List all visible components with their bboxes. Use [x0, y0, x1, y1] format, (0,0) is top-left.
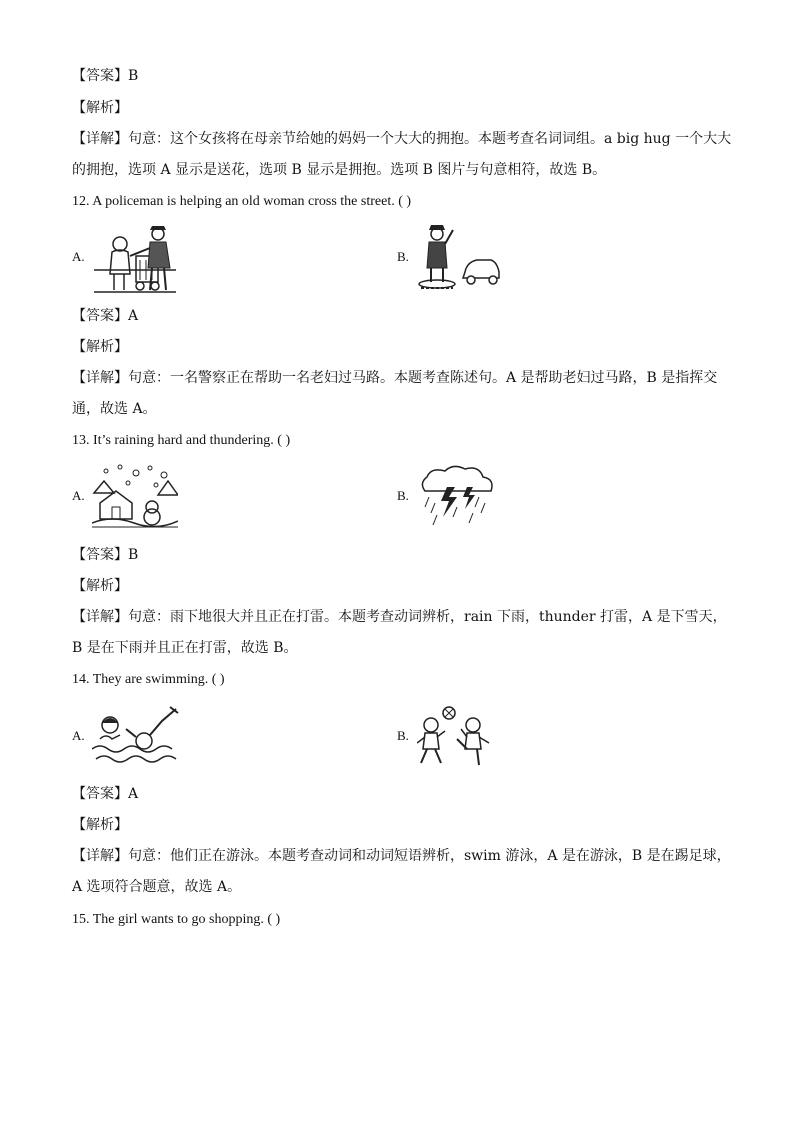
- q13-option-a-label: A.: [72, 488, 85, 503]
- q14-option-a-label: A.: [72, 728, 85, 743]
- q15-question: 15. The girl wants to go shopping. ( ): [72, 912, 281, 927]
- q12-detail: 【详解】句意：一名警察正在帮助一名老妇过马路。本题考查陈述句。A 是帮助老妇过马路，B 是指挥交通，故选 A。: [72, 370, 718, 417]
- q12-option-a-label: A.: [72, 249, 85, 264]
- q14-option-a-swimming-image: [92, 703, 180, 769]
- q12-option-b-label: B.: [397, 249, 409, 264]
- q14-detail: 【详解】句意：他们正在游泳。本题考查动词和动词短语辨析，swim 游泳，A 是在游泳，B 是在踢足球，A 选项符合题意，故选 A。: [72, 848, 731, 895]
- q13-detail: 【详解】句意：雨下地很大并且正在打雷。本题考查动词辨析，rain 下雨，thunder 打雷，A 是下雪天，B 是在下雨并且正在打雷，故选 B。: [72, 609, 727, 656]
- q12-option-b-traffic-police-image: [417, 222, 501, 294]
- q13-option-b-label: B.: [397, 488, 409, 503]
- q11-answer: 【答案】B: [72, 68, 139, 84]
- q14-option-b-label: B.: [397, 728, 409, 743]
- q13-answer: 【答案】B: [72, 547, 139, 563]
- q13-option-b-thunderstorm-image: [417, 463, 497, 529]
- q11-analysis-heading: 【解析】: [72, 100, 128, 116]
- q11-detail: 【详解】句意：这个女孩将在母亲节给她的妈妈一个大大的拥抱。本题考查名词词组。a big hug 一个大大的拥抱，选项 A 显示是送花，选项 B 显示是拥抱。选项 B 图片与句意相符，故选 B。: [72, 131, 732, 178]
- q14-answer: 【答案】A: [72, 786, 139, 802]
- q12-analysis-heading: 【解析】: [72, 339, 128, 355]
- q14-option-b-playing-football-image: [417, 703, 497, 769]
- q13-analysis-heading: 【解析】: [72, 578, 128, 594]
- q14-analysis-heading: 【解析】: [72, 817, 128, 833]
- q13-option-a-snowy-day-image: [92, 463, 178, 529]
- q13-question: 13. It’s raining hard and thundering. ( ): [72, 433, 291, 448]
- q12-question: 12. A policeman is helping an old woman cross the street. ( ): [72, 194, 412, 209]
- q12-option-a-policeman-helping-woman-image: [92, 222, 178, 294]
- q12-answer: 【答案】A: [72, 308, 139, 324]
- q14-question: 14. They are swimming. ( ): [72, 672, 225, 687]
